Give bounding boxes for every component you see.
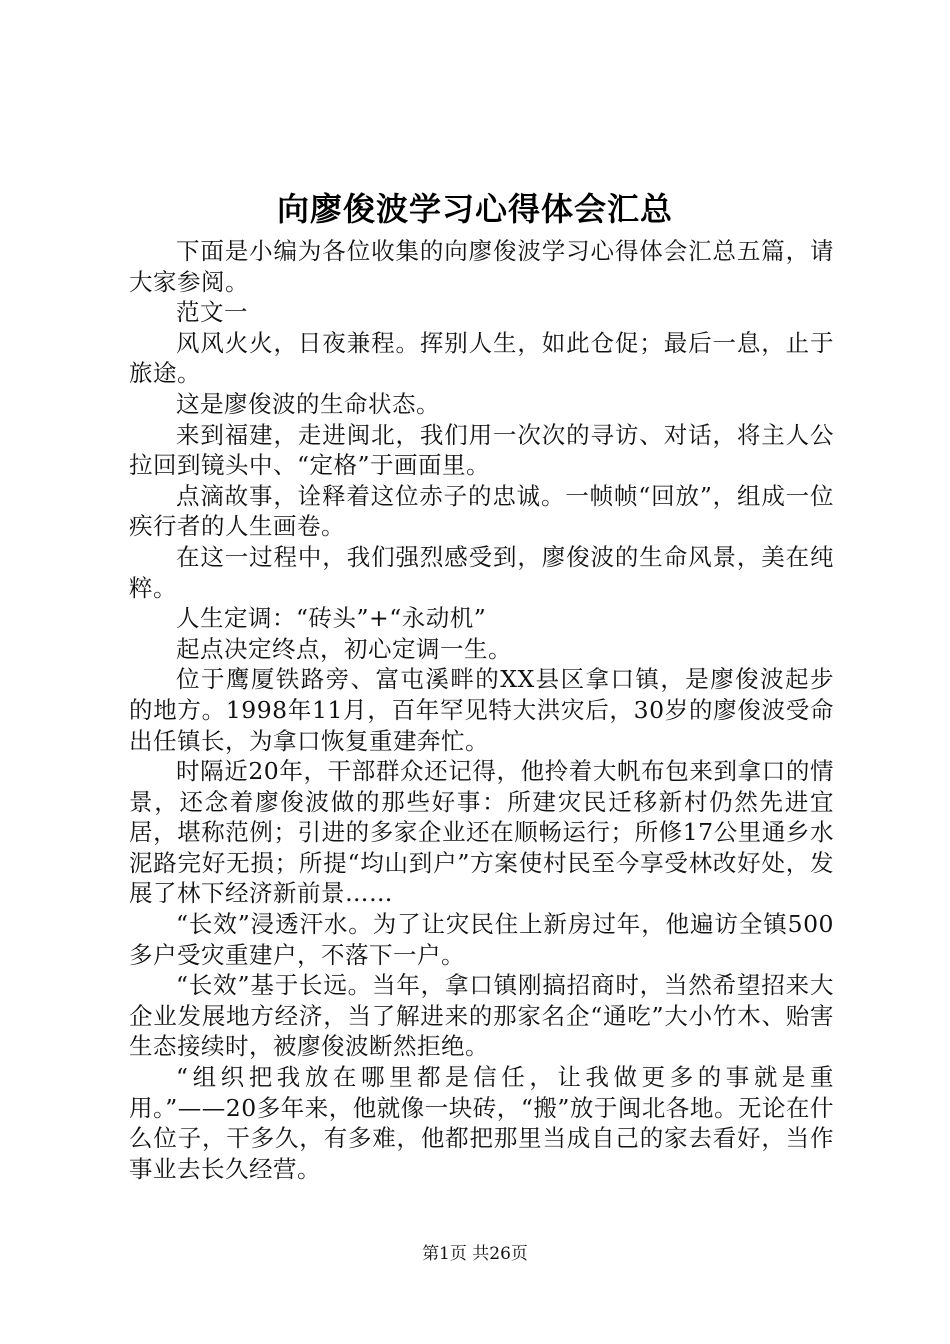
paragraph: 这是廖俊波的生命状态。 — [176, 389, 440, 418]
paragraph: 下面是小编为各位收集的向廖俊波学习心得体会汇总五篇，请大家参阅。 — [129, 237, 834, 296]
paragraph: 位于鹰厦铁路旁、富屯溪畔的XX县区拿口镇，是廖俊波起步的地方。1998年11月，百年罕见特大洪灾后，30岁的廖俊波受命出任镇长，为拿口恢复重建奔忙。 — [129, 665, 834, 755]
document-title: 向廖俊波学习心得体会汇总 — [276, 190, 673, 228]
section-heading: 人生定调：“砖头”+“永动机” — [176, 604, 487, 633]
paragraph: 点滴故事，诠释着这位赤子的忠诚。一帧帧“回放”，组成一位疾行者的人生画卷。 — [129, 481, 834, 541]
paragraph: “长效”基于长远。当年，拿口镇刚搞招商时，当然希望招来大企业发展地方经济，当了解进来的那家名企“通吃”大小竹木、贻害生态接续时，被廖俊波断然拒绝。 — [129, 971, 834, 1061]
paragraph: 在这一过程中，我们强烈感受到，廖俊波的生命风景，美在纯粹。 — [129, 542, 834, 602]
paragraph: “长效”浸透汗水。为了让灾民住上新房过年，他遍访全镇500多户受灾重建户，不落下一户。 — [129, 910, 834, 969]
paragraph: “组织把我放在哪里都是信任，让我做更多的事就是重用。”——20多年来，他就像一块砖，“搬”放于闽北各地。无论在什么位子，干多久，有多难，他都把那里当成自己的家去看好，当作事业去长久经营。 — [129, 1063, 834, 1183]
paragraph: 风风火火，日夜兼程。挥别人生，如此仓促；最后一息，止于旅途。 — [129, 328, 834, 388]
paragraph: 时隔近20年，干部群众还记得，他拎着大帆布包来到拿口的情景，还念着廖俊波做的那些好事：所建灾民迁移新村仍然先进宜居，堪称范例；引进的多家企业还在顺畅运行；所修17公里通乡水泥路完好无损；所提“均山到户”方案使村民至今享受林改好处，发展了林下经济新前景…… — [129, 757, 834, 908]
paragraph: 起点决定终点，初心定调一生。 — [176, 634, 512, 663]
document-body — [129, 236, 834, 1184]
paragraph: 范文一 — [176, 298, 248, 327]
paragraph: 来到福建，走进闽北，我们用一次次的寻访、对话，将主人公拉回到镜头中、“定格”于画面里。 — [129, 420, 834, 480]
page-number-footer: 第1页 共26页 — [422, 1244, 528, 1264]
